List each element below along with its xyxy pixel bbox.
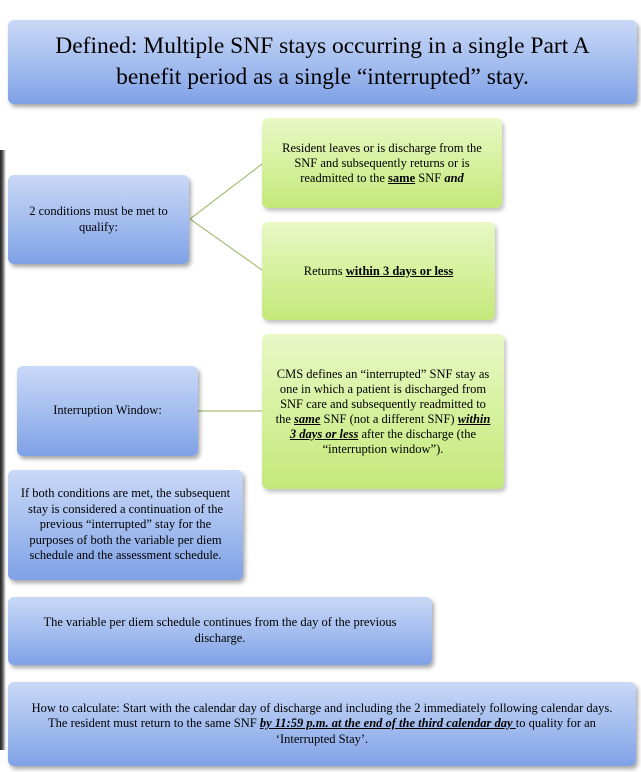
- conditions-label-box: [8, 175, 189, 264]
- interruption-window-box: [17, 366, 198, 456]
- connector-to-condition-2: [190, 219, 262, 270]
- definition-p1: CMS defines an “interrupted” SNF stay as one in which a patient is discharged from SNF care and subsequently readmitted to the: [275, 366, 490, 426]
- condition-2-text: [304, 264, 453, 279]
- both-conditions-box: [8, 470, 243, 580]
- per-diem-text: The variable per diem schedule continues from the day of the previous discharge.: [43, 615, 397, 645]
- condition-1-mid: SNF: [415, 170, 445, 185]
- definition-same: same: [294, 411, 321, 426]
- calculation-emph: by 11:59 p.m. at the end of the third calendar day: [259, 716, 516, 731]
- title-text: Defined: Multiple SNF stays occurring in a single Part A benefit period as a single “interrupted” stay.: [55, 33, 590, 90]
- definition-emph: within 3 days or less: [289, 411, 491, 441]
- definition-text: [274, 367, 492, 457]
- calculation-post: to quality for an ‘Interrupted Stay’.: [275, 716, 596, 746]
- per-diem-box: [8, 597, 432, 665]
- conditions-label: 2 conditions must be met to qualify:: [29, 203, 168, 234]
- condition-2-box: [262, 222, 495, 320]
- condition-2-emph: within 3 days or less: [345, 263, 454, 278]
- calculation-text: [22, 701, 622, 748]
- definition-p2: SNF (not a different SNF): [320, 411, 458, 426]
- definition-p3: after the discharge (the “interruption window”).: [322, 426, 477, 456]
- condition-1-box: [262, 118, 502, 208]
- calculation-box: [8, 682, 636, 766]
- calculation-pre: How to calculate: Start with the calendar day of discharge and including the 2 immediately following calendar days. The resident must return to the same SNF: [31, 700, 613, 731]
- definition-box: [262, 334, 504, 489]
- title-box: [8, 20, 637, 104]
- condition-1-pre: Resident leaves or is discharge from the SNF and subsequently returns or is readmitted to the: [282, 140, 482, 185]
- both-conditions-text: If both conditions are met, the subsequent stay is considered a continuation of the previous “interrupted” stay for the purposes of both the variable per diem schedule and the assessment schedule.: [20, 485, 231, 563]
- connector-to-condition-1: [190, 164, 262, 219]
- interruption-window-label: Interruption Window:: [53, 403, 162, 418]
- condition-1-and: and: [444, 170, 464, 185]
- condition-1-text: [272, 141, 492, 186]
- condition-1-same: same: [388, 170, 416, 185]
- condition-2-pre: Returns: [303, 263, 346, 278]
